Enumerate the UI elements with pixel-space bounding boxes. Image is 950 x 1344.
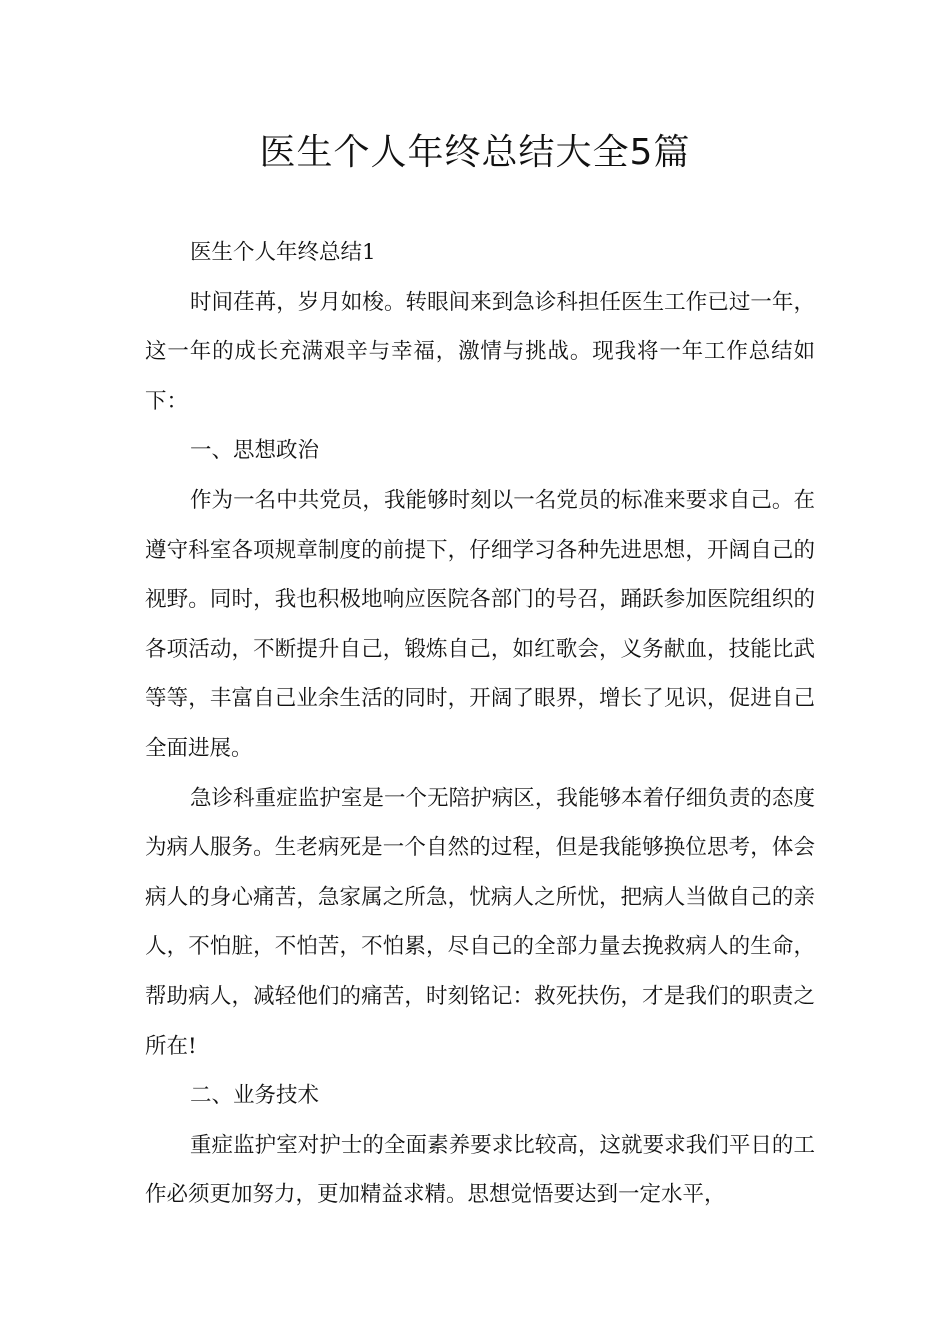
skills-paragraph: 重症监护室对护士的全面素养要求比较高，这就要求我们平日的工作必须更加努力，更加精益求精。思想觉悟要达到一定水平，: [145, 1132, 815, 1208]
ideology-paragraph: 作为一名中共党员，我能够时刻以一名党员的标准来要求自己。在遵守科室各项规章制度的前提下，仔细学习各种先进思想，开阔自己的视野。同时，我也积极地响应医院各部门的号召，踊跃参加医院组织的各项活动，不断提升自己，锻炼自己，如红歌会，义务献血，技能比武等等，丰富自己业余生活的同时，开阔了眼界，增长了见识，促进自己全面进展。: [145, 487, 815, 761]
section-heading-ideology: 一、思想政治: [190, 438, 320, 464]
icu-service-paragraph: 急诊科重症监护室是一个无陪护病区，我能够本着仔细负责的态度为病人服务。生老病死是一个自然的过程，但是我能够换位思考，体会病人的身心痛苦，急家属之所急，忧病人之所忧，把病人当做自己的亲人，不怕脏，不怕苦，不怕累，尽自己的全部力量去挽救病人的生命，帮助病人，减轻他们的痛苦，时刻铭记：救死扶伤，才是我们的职责之所在!: [145, 785, 815, 1059]
document-title: 医生个人年终总结大全5篇: [259, 132, 691, 173]
section-heading-summary-1: 医生个人年终总结1: [190, 240, 376, 265]
section-heading-skills: 二、业务技术: [190, 1083, 320, 1109]
intro-paragraph: 时间荏苒，岁月如梭。转眼间来到急诊科担任医生工作已过一年，这一年的成长充满艰辛与幸福，激情与挑战。现我将一年工作总结如下：: [145, 289, 815, 414]
document-body: [145, 228, 815, 1220]
